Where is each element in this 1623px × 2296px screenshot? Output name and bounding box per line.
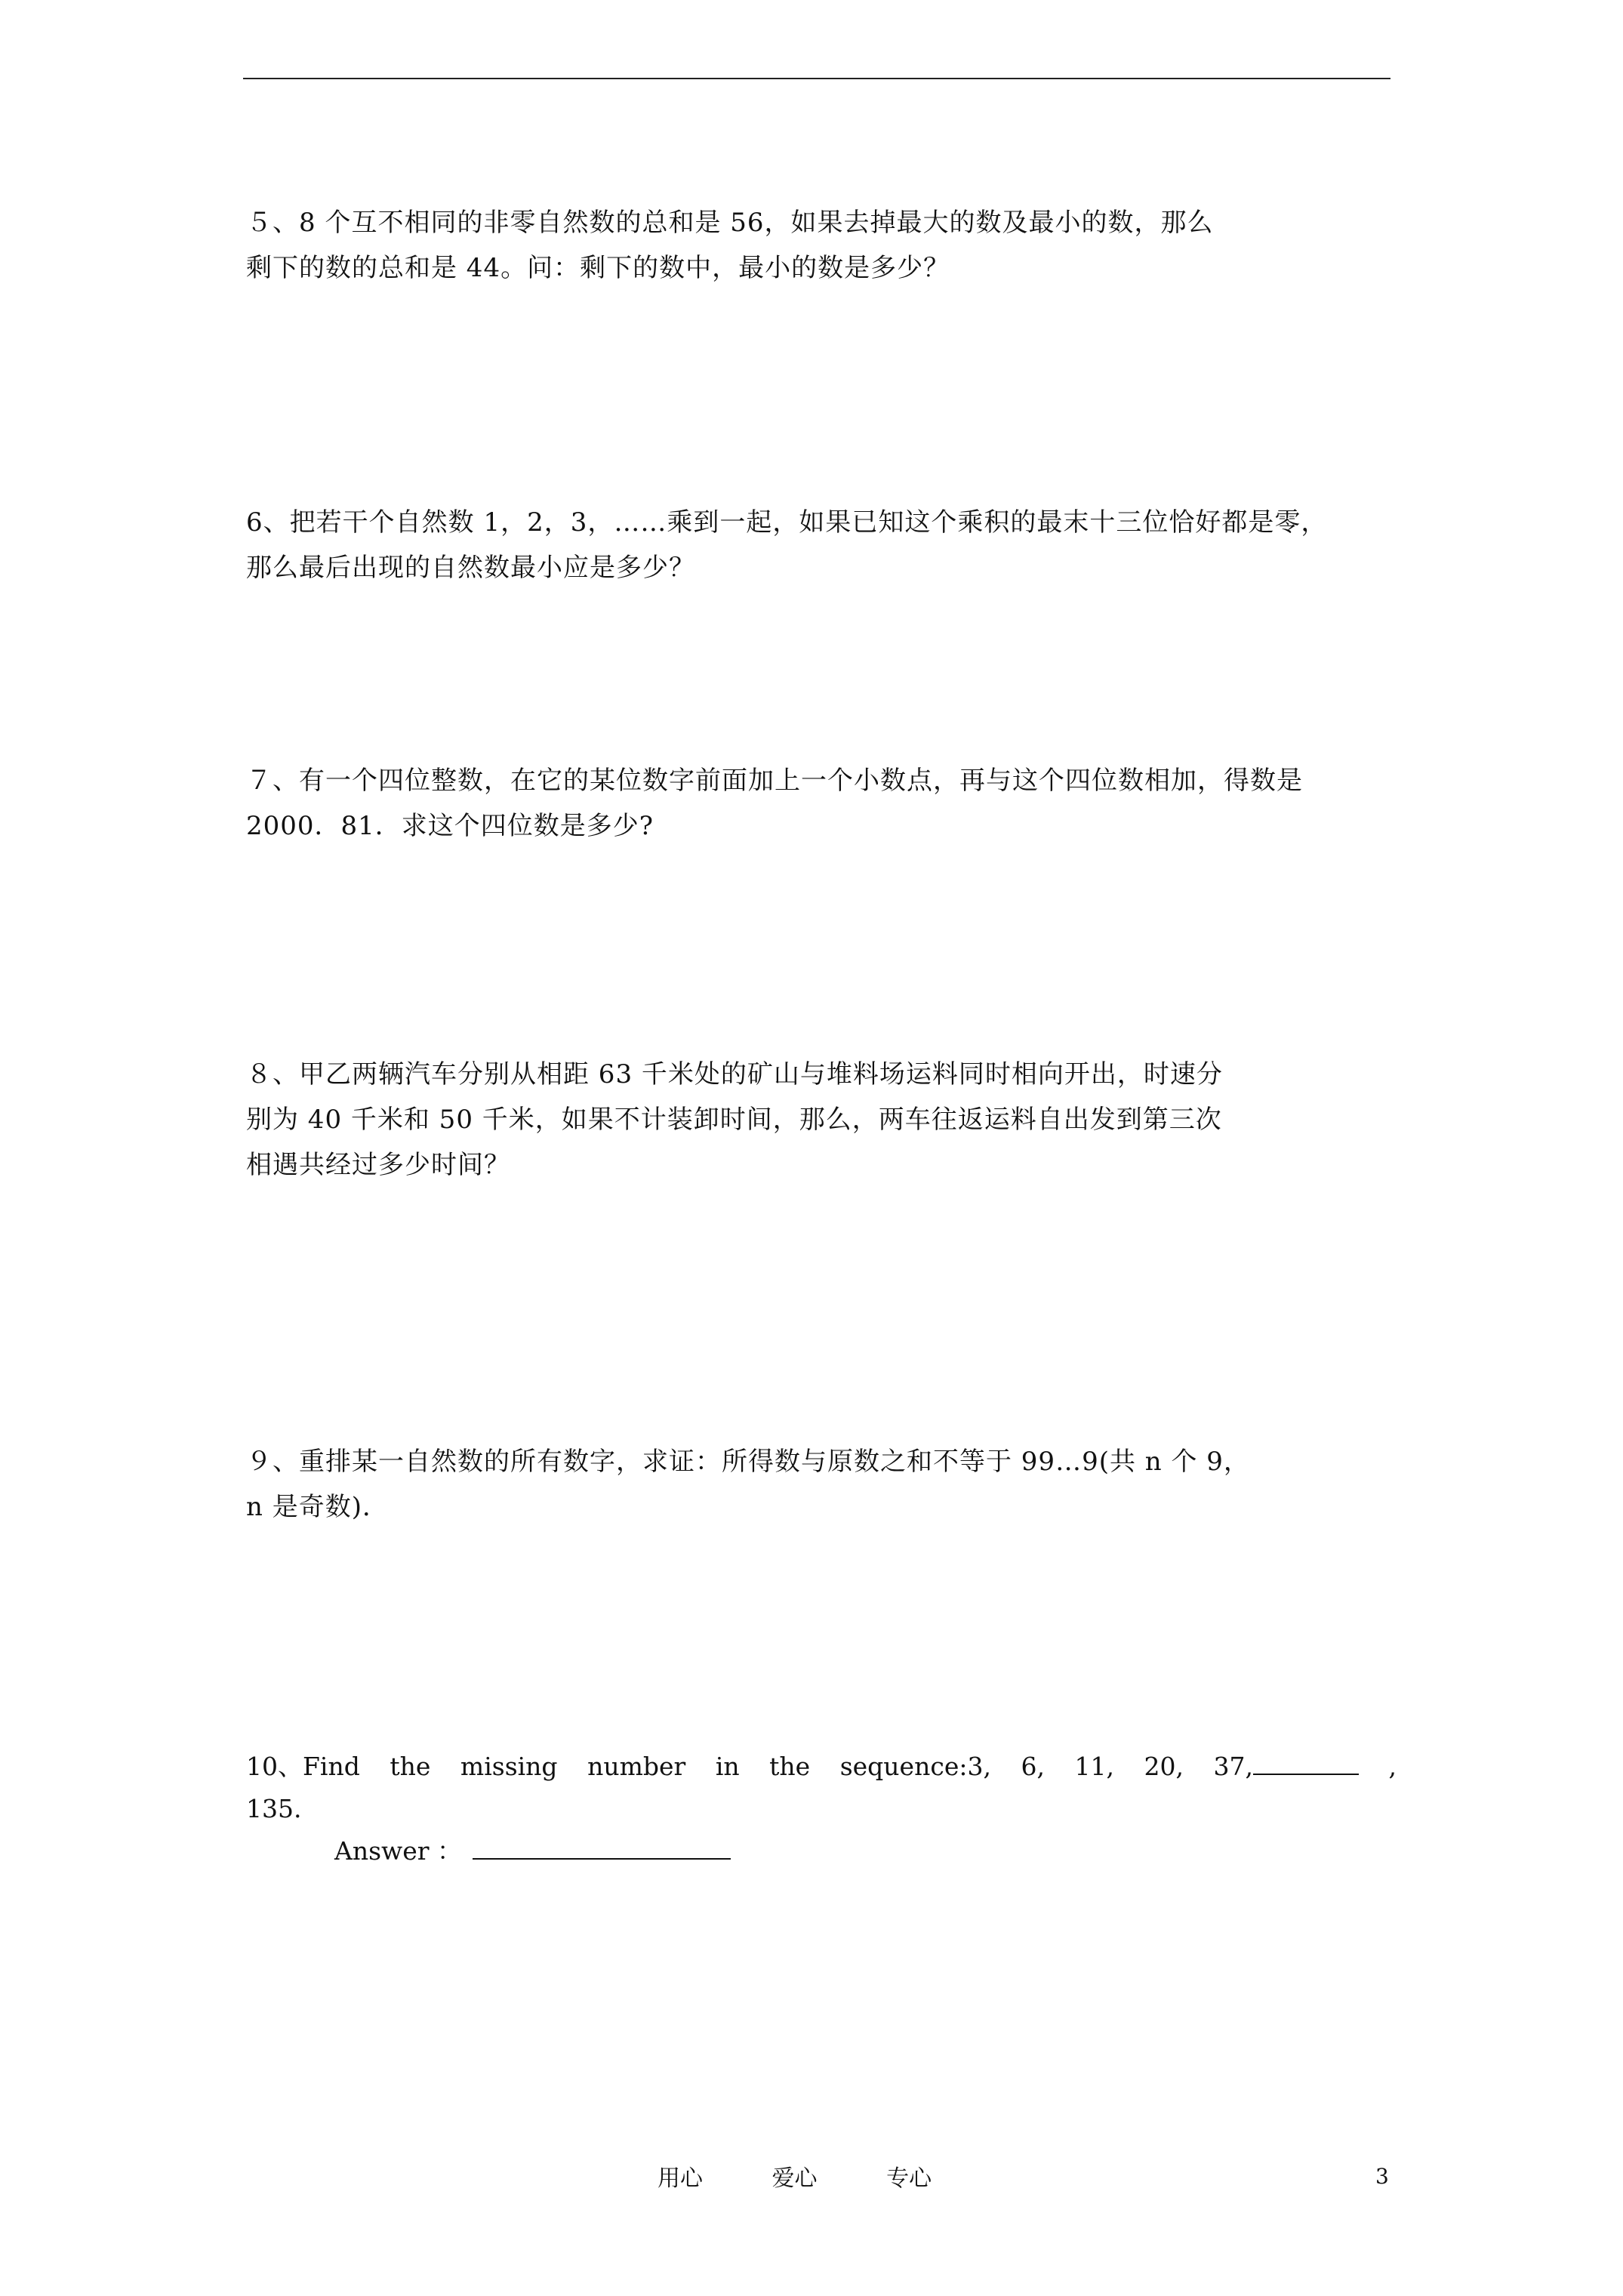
footer-word: 用心 bbox=[658, 2165, 703, 2192]
sequence-answer-blank[interactable] bbox=[1253, 1751, 1359, 1775]
q10-word: the bbox=[390, 1752, 431, 1781]
q10-word: number bbox=[587, 1752, 686, 1781]
question-10 bbox=[246, 1746, 1397, 1830]
question-6-line-2: 那么最后出现的自然数最小应是多少？ bbox=[246, 553, 695, 583]
question-7-line-2: 2000．81．求这个四位数是多少? bbox=[246, 811, 654, 841]
question-5 bbox=[246, 200, 1392, 291]
answer-label: Answer ： bbox=[334, 1836, 463, 1866]
q10-word: 20, bbox=[1144, 1752, 1184, 1781]
q10-word: in bbox=[715, 1752, 740, 1781]
q10-last-term bbox=[1214, 1746, 1359, 1788]
question-8-line-3: 相遇共经过多少时间？ bbox=[246, 1150, 510, 1180]
question-8 bbox=[246, 1052, 1392, 1188]
question-10-line-1 bbox=[246, 1746, 1397, 1788]
question-6-line-1: 6、把若干个自然数 1，2，3，……乘到一起，如果已知这个乘积的最末十三位恰好都是零， bbox=[246, 507, 1328, 538]
question-9-line-2: n 是奇数)． bbox=[246, 1492, 389, 1522]
q10-word: 11, bbox=[1074, 1752, 1114, 1781]
footer-motto bbox=[658, 2159, 993, 2193]
q10-word: sequence:3, bbox=[839, 1752, 991, 1781]
answer-blank[interactable] bbox=[473, 1835, 731, 1860]
q10-word: missing bbox=[460, 1752, 558, 1781]
question-7 bbox=[246, 758, 1392, 849]
footer-word: 专心 bbox=[886, 2165, 932, 2192]
question-10-line-2: 135. bbox=[246, 1794, 302, 1823]
q10-trailing-comma: , bbox=[1388, 1752, 1397, 1781]
q10-word: 10、Find bbox=[246, 1752, 360, 1781]
q10-word: 37, bbox=[1213, 1752, 1253, 1781]
footer-word: 爱心 bbox=[771, 2165, 818, 2192]
page-number: 3 bbox=[1375, 2164, 1389, 2189]
question-5-line-1: ５、8 个互不相同的非零自然数的总和是 56，如果去掉最大的数及最小的数，那么 bbox=[246, 208, 1214, 238]
q10-word: 6, bbox=[1021, 1752, 1045, 1781]
question-5-line-2: 剩下的数的总和是 44。问：剩下的数中，最小的数是多少？ bbox=[246, 253, 950, 283]
question-6 bbox=[246, 500, 1392, 590]
header-rule bbox=[243, 78, 1390, 79]
question-8-line-2: 别为 40 千米和 50 千米，如果不计装卸时间，那么，两车往返运料自出发到第三次 bbox=[246, 1105, 1222, 1135]
question-9-line-1: ９、重排某一自然数的所有数字，求证：所得数与原数之和不等于 99…9(共 n 个 9， bbox=[246, 1447, 1250, 1477]
answer-row bbox=[334, 1830, 731, 1872]
question-9 bbox=[246, 1439, 1392, 1530]
question-7-line-1: ７、有一个四位整数，在它的某位数字前面加上一个小数点，再与这个四位数相加，得数是 bbox=[246, 766, 1303, 796]
question-8-line-1: ８、甲乙两辆汽车分别从相距 63 千米处的矿山与堆料场运料同时相向开出，时速分 bbox=[246, 1059, 1223, 1089]
q10-word: the bbox=[769, 1752, 811, 1781]
